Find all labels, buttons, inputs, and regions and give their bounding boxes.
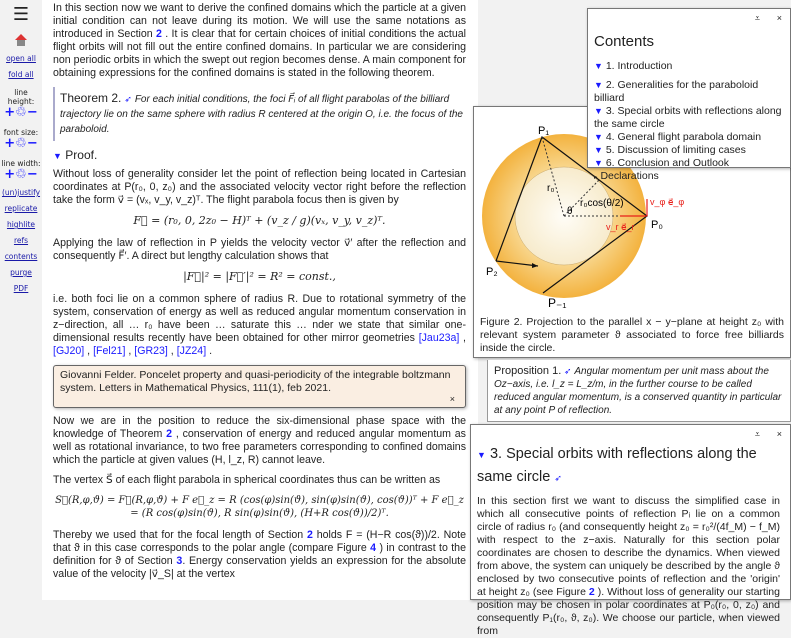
paragraph: In this section now we want to derive the confined domains which the particle at a given initial condition can not leave during its motion. We will use the same notations as introduced in Section 2 . It is clear that for certain choices of initial conditions the actual flight orbits will not fill out the entire confined domains. In particular we are considering non periodic orbits in which the swept out region becomes dense. A main component for obtaining expressions for the confined domains is stated in the following theorem.	[53, 2, 466, 79]
theorem-title: Theorem 2.	[60, 91, 122, 105]
font-size-decrease[interactable]: −	[26, 136, 38, 151]
label-vphi: v_φ e⃗_φ	[650, 197, 685, 207]
minimize-icon[interactable]: ⩡	[754, 429, 760, 439]
font-size-label: font size:	[3, 128, 39, 137]
equation: F⃗ = (r₀, 0, 2z₀ − H)ᵀ + (v_z / g)(vₓ, v_y, v_z)ᵀ.	[133, 214, 386, 227]
line-height-label: line height:	[7, 88, 35, 106]
fold-all-link[interactable]: fold all	[8, 70, 34, 79]
paragraph: Without loss of generality consider let the point of reflection being located in Cartesian coordinates at P(r₀, 0, z₀) and the associated velocity vector right before the reflection take the form v⃗ = (vₓ, v_y, v_z)ᵀ. The flight parabola focus then is given by	[53, 168, 466, 206]
line-height-increase[interactable]: +	[4, 105, 16, 120]
proposition-text: Angular momentum per unit mass about the Oz−axis, i.e. l_z = L_z/m, in the further course to be called reduced angular momentum, is a conserved quantity in particular at any point P of reflection.	[494, 366, 782, 416]
paragraph: Thereby we used that for the focal length of Section 2 holds F = (H−R cos(ϑ))/2. Note that ϑ in this case corresponds to the polar angle (compare Figure 4 ) in contrast to the definition for ϑ of Section 3. Energy conservation yields an expression for the absolute value of the velocity |v⃗_S| at the vertex	[53, 529, 466, 580]
link-arrow-icon[interactable]: ➶	[124, 94, 132, 104]
close-icon[interactable]: ×	[449, 394, 455, 404]
purge-link[interactable]: purge	[10, 268, 32, 277]
toc-item[interactable]: ▸ Declarations	[594, 170, 659, 182]
theorem-2	[53, 87, 466, 141]
close-icon[interactable]: ×	[776, 429, 782, 439]
citation-text: Giovanni Felder. Poncelet property and quasi-periodicity of the integrable boltzmann system. Letters in Mathematical Physics, 111(1), feb 2021.	[60, 369, 451, 394]
home-icon[interactable]	[14, 33, 28, 47]
line-height-reset[interactable]: ♲	[15, 105, 27, 120]
citation[interactable]: [JZ24]	[176, 345, 207, 357]
minimize-icon[interactable]: ⩡	[754, 13, 760, 23]
label-rcos: r₀cos(θ/2)	[580, 198, 624, 209]
paragraph: Applying the law of reflection in P yields the velocity vector v⃗′ after the reflection and consequently F⃗′. A direct but lengthy calculation shows that	[53, 237, 466, 262]
triangle-down-icon: ▼	[53, 151, 62, 161]
proposition-title: Proposition 1.	[494, 365, 562, 377]
close-icon[interactable]: ×	[776, 13, 782, 23]
font-size-increase[interactable]: +	[4, 136, 16, 151]
replicate-link[interactable]: replicate	[4, 204, 38, 213]
proposition-1	[487, 360, 791, 422]
link-arrow-icon: ➶	[554, 473, 562, 483]
label-theta: θ	[567, 206, 573, 217]
citation-tooltip	[53, 365, 466, 408]
label-p0: P₀	[651, 219, 663, 231]
highlite-link[interactable]: highlite	[6, 220, 36, 229]
open-all-link[interactable]: open all	[6, 54, 36, 63]
label-p2: P₂	[486, 266, 498, 278]
paragraph: i.e. both foci lie on a common sphere of radius R. Due to rotational symmetry of the system, conservation of energy as well as reduced angular momentum conservation in z−direction, all … r₀ have been … saturate this … nder we state that similar one-dimensional results recently have been obtained for other mirror geometries [Jau23a] , [GJ20] , [Fel21] , [GR23] , [JZ24] .	[53, 293, 466, 357]
figure-caption: Figure 2. Projection to the parallel x − y−plane at height z₀ with relevant system parameter ϑ associated to force free billiards inside the circle.	[480, 316, 784, 354]
font-size-reset[interactable]: ♲	[15, 136, 27, 151]
unjustify-link[interactable]: (un)justify	[1, 188, 41, 197]
label-r0: r₀	[547, 183, 555, 194]
label-p1: P₁	[538, 125, 550, 137]
label-pm1: P₋₁	[548, 296, 567, 310]
paragraph: The vertex S⃗ of each flight parabola in spherical coordinates thus can be written as	[53, 474, 441, 486]
toc-item[interactable]: ▼ 3. Special orbits with reflections along the same circle	[594, 105, 782, 130]
figure-ref[interactable]: 4	[370, 542, 377, 554]
toc-item[interactable]: ▼ 5. Discussion of limiting cases	[594, 144, 746, 156]
refs-link[interactable]: refs	[13, 236, 29, 245]
pdf-link[interactable]: PDF	[13, 284, 29, 293]
citation[interactable]: [Fel21]	[93, 345, 126, 357]
contents-link[interactable]: contents	[4, 252, 38, 261]
line-width-label: line width:	[1, 159, 41, 168]
line-width-reset[interactable]: ♲	[15, 167, 27, 182]
citation[interactable]: [GJ20]	[53, 345, 85, 357]
section-ref[interactable]: 2	[156, 28, 162, 40]
section-text: In this section first we want to discuss the simplified case in which all consecutive points of reflection Pᵢ lie on a common circle of radius r₀ (and consequently height z₀ = r₀²/(4f_M) − f_M) with respect to the z−axis. Naturally for this section polar coordinates are chosen to describe the dynamics. When viewed from above, the system can uniquely be described by the angle ϑ enclosed by two consecutive points of reflection and the 'origin' at height z₀ (see Figure 2 ). Without loss of generality our starting position may be chosen in polar coordinates at P₀(r₀, 0, z₀) and consequently P₁(r₀, ϑ, z₀). We choose our particle, when viewed from	[477, 495, 780, 637]
citation[interactable]: [Jau23a]	[418, 332, 460, 344]
section-title[interactable]: ▼ 3. Special orbits with reflections along the same circle ➶	[477, 446, 757, 485]
equation: S⃗(R,φ,ϑ) = F⃗(R,φ,ϑ) + F e⃗_z = R (cos(φ)sin(ϑ), sin(φ)sin(ϑ), cos(ϑ))ᵀ + F e⃗_z = (R cos(φ)sin(ϑ), R sin(φ)sin(ϑ), (H+R cos(ϑ))/2)ᵀ.	[55, 495, 464, 519]
toc-item[interactable]: ▼ 6. Conclusion and Outlook	[594, 157, 730, 169]
line-height-decrease[interactable]: −	[26, 105, 38, 120]
theorem-text: For each initial conditions, the foci F⃗ᵢ of all flight parabolas of the billiard trajectory lie on the same sphere with radius R centered at the origin O, i.e. the focus of the paraboloid.	[60, 94, 463, 135]
label-vr: v_r e⃗_r	[606, 222, 635, 232]
section-ref[interactable]: 3	[176, 555, 183, 567]
citation[interactable]: [GR23]	[134, 345, 168, 357]
line-width-increase[interactable]: +	[4, 167, 16, 182]
toc-item[interactable]: ▼ 1. Introduction	[594, 60, 673, 72]
proof-toggle[interactable]: ▼ Proof.	[53, 148, 98, 162]
contents-title: Contents	[594, 33, 655, 50]
line-width-decrease[interactable]: −	[26, 167, 38, 182]
sidebar	[0, 0, 42, 600]
figure-ref[interactable]: 2	[588, 586, 595, 598]
theorem-ref[interactable]: 2	[166, 428, 173, 440]
equation: |F⃗|² = |F⃗′|² = R² = const.,	[183, 270, 336, 283]
contents-popup	[587, 8, 791, 182]
section-3-popup	[470, 424, 791, 637]
link-arrow-icon[interactable]: ➶	[564, 366, 572, 376]
main-content	[42, 0, 478, 600]
menu-icon[interactable]: ☰	[12, 4, 30, 25]
paragraph: Now we are in the position to reduce the six-dimensional phase space with the knowledge of Theorem 2 , conservation of energy and reduced angular momentum as well as rotational invariance, to two free parameters corresponding to confined domains which the particle at given values (H, l_z, R) cannot leave.	[53, 415, 466, 466]
toc-item[interactable]: ▼ 2. Generalities for the paraboloid billiard	[594, 79, 759, 104]
toc-item[interactable]: ▼ 4. General flight parabola domain	[594, 131, 762, 143]
section-ref[interactable]: 2	[307, 529, 313, 541]
